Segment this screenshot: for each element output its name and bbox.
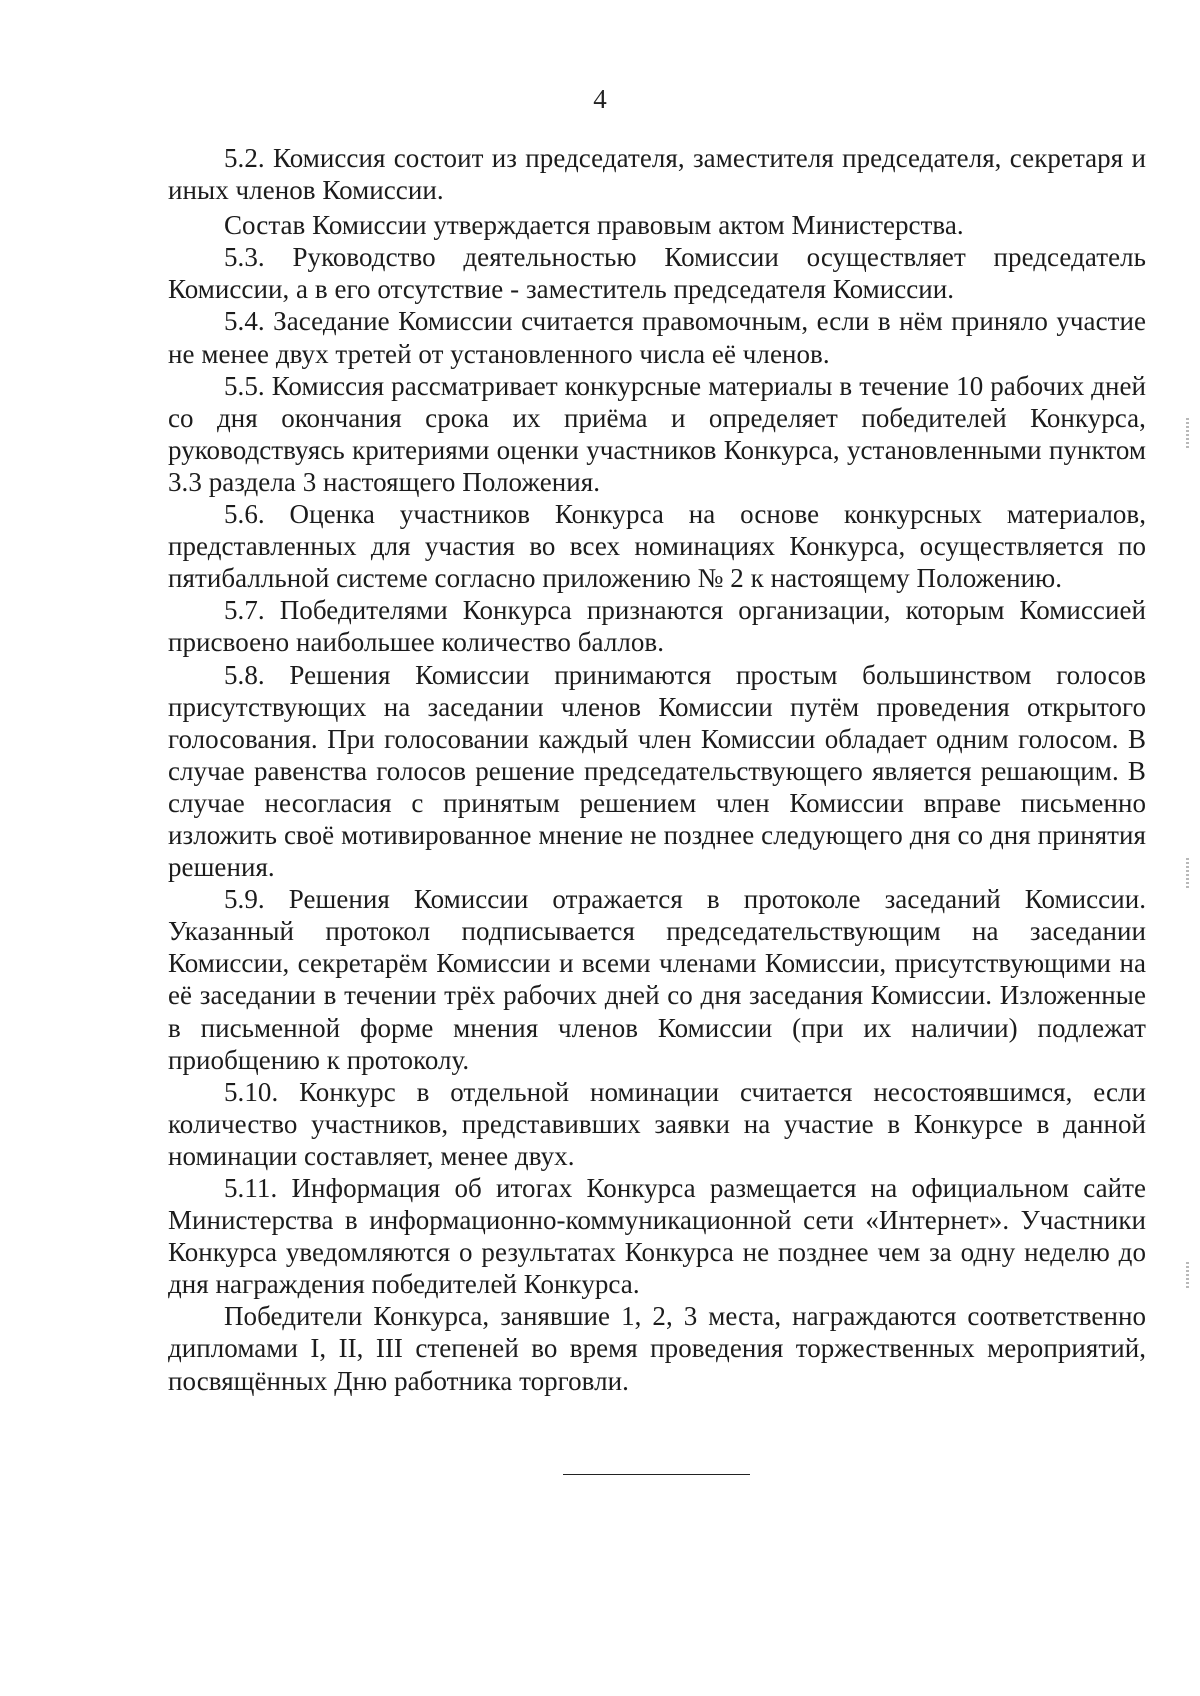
- paragraph-commission-composition: Состав Комиссии утверждается правовым актом Министерства.: [224, 210, 964, 241]
- paragraph-winners-awards: Победители Конкурса, занявшие 1, 2, 3 места, награждаются соответственно дипломами I, II, III степеней во время проведения торжественных мероприятий, посвящённых Дню работника торговли.: [168, 1301, 1146, 1396]
- paragraph-5-8: 5.8. Решения Комиссии принимаются простым большинством голосов присутствующих на заседании членов Комиссии путём проведения открытого голосования. При голосовании каждый член Комиссии обладает одним голосом. В случае равенства голосов решение председательствующего является решающим. В случае несогласия с принятым решением член Комиссии вправе письменно изложить своё мотивированное мнение не позднее следующего дня со дня принятия решения.: [168, 659, 1146, 883]
- end-of-document-rule: [563, 1474, 750, 1475]
- paragraph-5-9: 5.9. Решения Комиссии отражается в протоколе заседаний Комиссии. Указанный протокол подписывается председательствующим на заседании Комиссии, секретарём Комиссии и всеми членами Комиссии, присутствующими на её заседании в течении трёх рабочих дней со дня заседания Комиссии. Изложенные в письменной форме мнения членов Комиссии (при их наличии) подлежат приобщению к протоколу.: [168, 884, 1146, 1075]
- scan-artifact-mark: [1186, 418, 1189, 448]
- paragraph-5-2: 5.2. Комиссия состоит из председателя, заместителя председателя, секретаря и иных членов Комиссии.: [168, 143, 1146, 206]
- paragraph-5-5: 5.5. Комиссия рассматривает конкурсные материалы в течение 10 рабочих дней со дня окончания срока их приёма и определяет победителей Конкурса, руководствуясь критериями оценки участников Конкурса, установленными пунктом 3.3 раздела 3 настоящего Положения.: [168, 370, 1146, 497]
- page-number: 4: [593, 84, 607, 114]
- scan-artifact-mark: [1186, 1262, 1189, 1290]
- scan-artifact-mark: [1186, 858, 1189, 888]
- document-body: [168, 142, 1146, 1397]
- paragraph-5-4: 5.4. Заседание Комиссии считается правомочным, если в нём приняло участие не менее двух третей от установленного числа её членов.: [168, 306, 1146, 369]
- paragraph-5-7: 5.7. Победителями Конкурса признаются организации, которым Комиссией присвоено наибольшее количество баллов.: [168, 595, 1146, 658]
- paragraph-5-6: 5.6. Оценка участников Конкурса на основе конкурсных материалов, представленных для участия во всех номинациях Конкурса, осуществляется по пятибалльной системе согласно приложению № 2 к настоящему Положению.: [168, 499, 1146, 594]
- paragraph-5-10: 5.10. Конкурс в отдельной номинации считается несостоявшимся, если количество участников, представивших заявки на участие в Конкурсе в данной номинации составляет, менее двух.: [168, 1076, 1146, 1171]
- paragraph-5-11: 5.11. Информация об итогах Конкурса размещается на официальном сайте Министерства в информационно-коммуникационной сети «Интернет». Участники Конкурса уведомляются о результатах Конкурса не позднее чем за одну неделю до дня награждения победителей Конкурса.: [168, 1173, 1146, 1300]
- paragraph-5-3: 5.3. Руководство деятельностью Комиссии осуществляет председатель Комиссии, а в его отсутствие - заместитель председателя Комиссии.: [168, 242, 1146, 305]
